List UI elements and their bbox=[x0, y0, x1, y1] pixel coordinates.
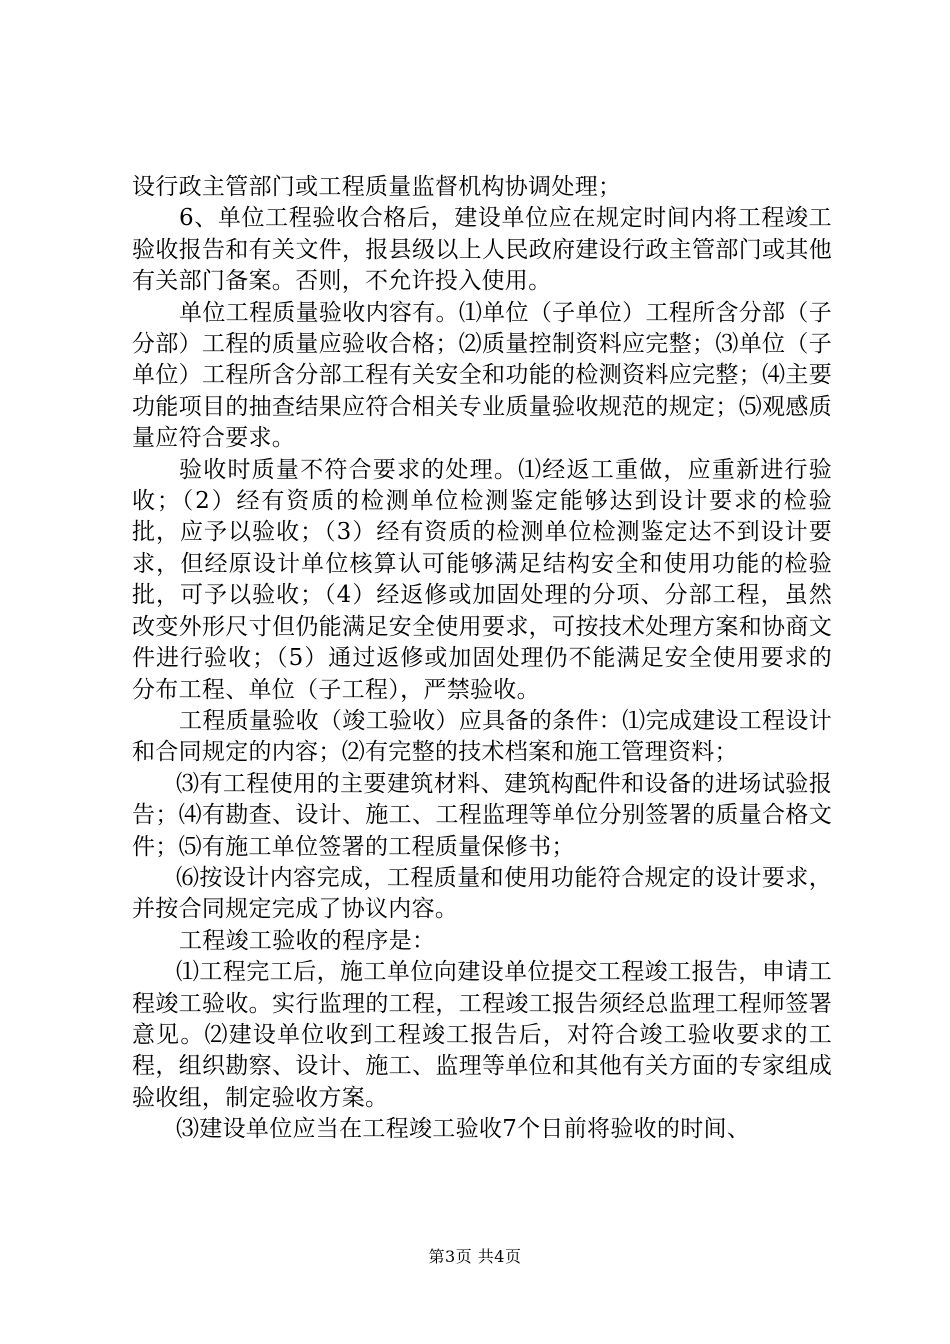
paragraph-acceptance-conditions: 工程质量验收（竣工验收）应具备的条件：⑴完成建设工程设计和合同规定的内容；⑵有完整的技术档案和施工管理资料； bbox=[132, 707, 832, 766]
paragraph-procedure-3: ⑶建设单位应当在工程竣工验收7个日前将验收的时间、 bbox=[176, 1116, 751, 1143]
paragraph-condition-3: ⑶有工程使用的主要建筑材料、建筑构配件和设备的进场试验报告；⑷有勘查、设计、施工、工程监理等单位分别签署的质量合格文件；⑸有施工单位签署的工程质量保修书； bbox=[132, 770, 832, 860]
paragraph-condition-6: ⑹按设计内容完成，工程质量和使用功能符合规定的设计要求，并按合同规定完成了协议内容。 bbox=[132, 864, 832, 923]
paragraph-acceptance-content: 单位工程质量验收内容有。⑴单位（子单位）工程所含分部（子分部）工程的质量应验收合格；⑵质量控制资料应完整；⑶单位（子单位）工程所含分部工程有关安全和功能的检测资料应完整；⑷主要功能项目的抽查结果应符合相关专业质量验收规范的规定；⑸观感质量应符合要求。 bbox=[132, 299, 832, 452]
paragraph-procedure-1: ⑴工程完工后，施工单位向建设单位提交工程竣工报告，申请工程竣工验收。实行监理的工程，工程竣工报告须经总监理工程师签署意见。⑵建设单位收到工程竣工报告后，对符合竣工验收要求的工程，组织勘察、设计、施工、监理等单位和其他有关方面的专家组成验收组，制定验收方案。 bbox=[132, 959, 832, 1111]
page-number-footer: 第3页 共4页 bbox=[428, 1247, 522, 1266]
document-body bbox=[132, 172, 832, 1146]
paragraph-procedure-heading: 工程竣工验收的程序是： bbox=[179, 927, 436, 954]
paragraph-item-6: 6、单位工程验收合格后，建设单位应在规定时间内将工程竣工验收报告和有关文件，报县级以上人民政府建设行政主管部门或其他有关部门备案。否则，不允许投入使用。 bbox=[132, 205, 832, 295]
paragraph-nonconformity-handling: 验收时质量不符合要求的处理。⑴经返工重做，应重新进行验收；（2）经有资质的检测单位检测鉴定能够达到设计要求的检验批，应予以验收；（3）经有资质的检测单位检测鉴定达不到设计要求，但经原设计单位核算认可能够满足结构安全和使用功能的检验批，可予以验收；（4）经返修或加固处理的分项、分部工程，虽然改变外形尺寸但仍能满足安全使用要求，可按技术处理方案和协商文件进行验收；（5）通过返修或加固处理仍不能满足安全使用要求的分布工程、单位（子工程），严禁验收。 bbox=[132, 456, 832, 703]
paragraph-continuation: 设行政主管部门或工程质量监督机构协调处理； bbox=[132, 174, 622, 200]
